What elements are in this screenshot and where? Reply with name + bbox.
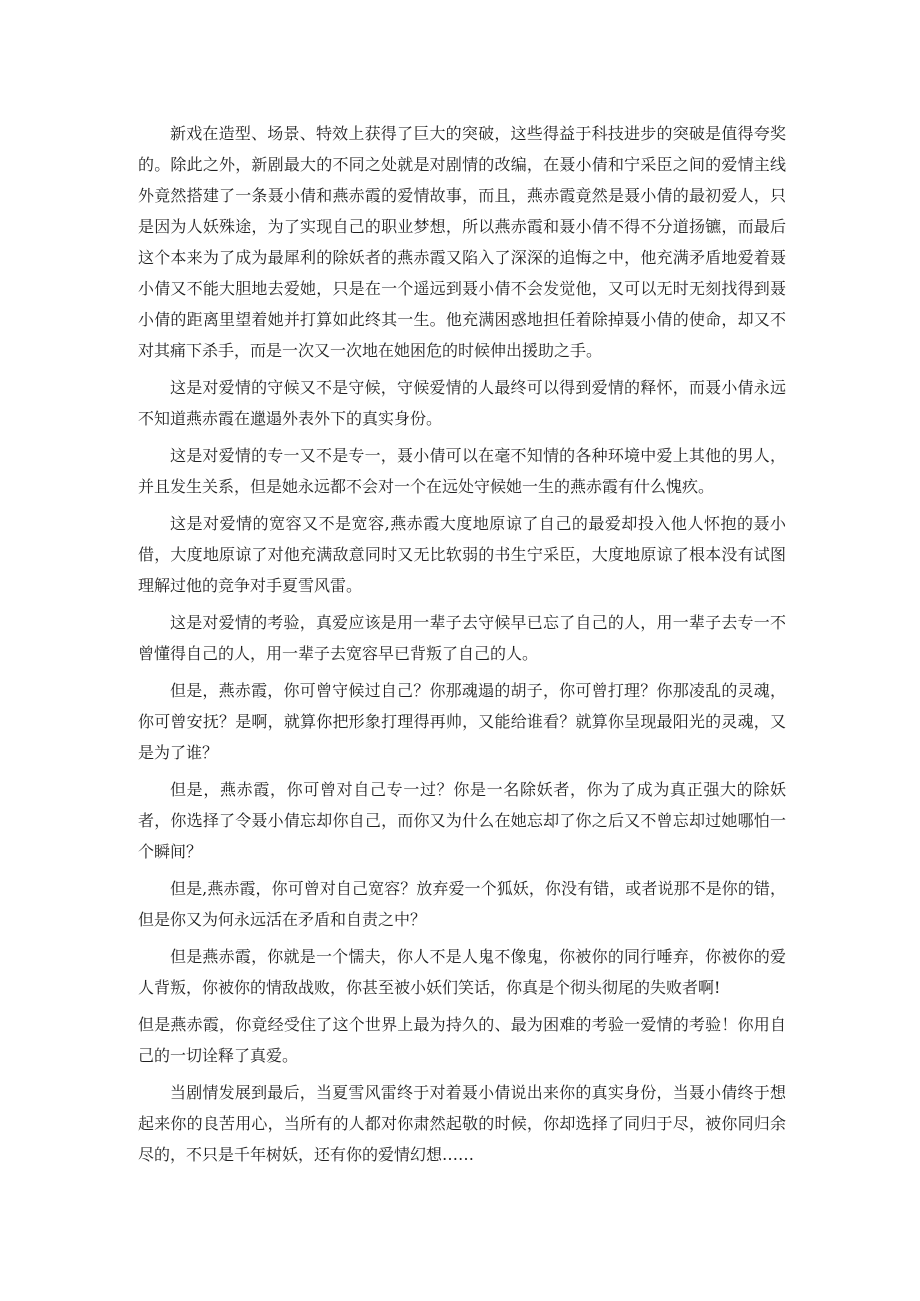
paragraph-8: 但是,燕赤霞，你可曾对自己宽容？放弃爱一个狐妖，你没有错，或者说那不是你的错，但是你又为何永远活在矛盾和自责之中？ (138, 879, 786, 929)
paragraph-7: 但是，燕赤霞，你可曾对自己专一过？你是一名除妖者，你为了成为真正强大的除妖者，你选择了令聂小倩忘却你自己，而你又为什么在她忘却了你之后又不曾忘却过她哪怕一个瞬间？ (138, 780, 786, 861)
paragraph-10: 但是燕赤霞，你竟经受住了这个世界上最为持久的、最为困难的考验一爱情的考验！你用自己的一切诠释了真爱。 (138, 1015, 786, 1065)
paragraph-6: 但是，燕赤霞，你可曾守候过自己？你那魂遢的胡子，你可曾打理？你那凌乱的灵魂，你可曾安抚？是啊，就算你把形象打理得再帅，又能给谁看？就算你呈现最阳光的灵魂，又是为了谁？ (138, 681, 786, 762)
paragraph-1: 新戏在造型、场景、特效上获得了巨大的突破，这些得益于科技进步的突破是值得夸奖的。除此之外，新剧最大的不同之处就是对剧情的改编，在聂小倩和宁采臣之间的爱情主线外竟然搭建了一条聂小倩和燕赤霞的爱情故事，而且，燕赤霞竟然是聂小倩的最初爱人，只是因为人妖殊途，为了实现自己的职业梦想，所以燕赤霞和聂小倩不得不分道扬镳，而最后这个本来为了成为最犀利的除妖者的燕赤霞又陷入了深深的追悔之中，他充满矛盾地爱着聂小倩又不能大胆地去爱她，只是在一个遥远到聂小倩不会发觉他，又可以无时无刻找得到聂小倩的距离里望着她并打算如此终其一生。他充满困惑地担任着除掉聂小倩的使命，却又不对其痛下杀手，而是一次又一次地在她困危的时候伸出援助之手。 (138, 124, 786, 360)
paragraph-4: 这是对爱情的宽容又不是宽容,燕赤霞大度地原谅了自己的最爱却投入他人怀抱的聂小借，大度地原谅了对他充满敌意同时又无比软弱的书生宁采臣，大度地原谅了根本没有试图理解过他的竞争对手夏雪风雷。 (138, 514, 786, 595)
paragraph-3: 这是对爱情的专一又不是专一，聂小倩可以在毫不知情的各种环境中爱上其他的男人，并且发生关系，但是她永远都不会对一个在远处守候她一生的燕赤霞有什么愧疚。 (138, 446, 786, 496)
paragraph-11: 当剧情发展到最后，当夏雪风雷终于对着聂小倩说出来你的真实身份，当聂小倩终于想起来你的良苦用心，当所有的人都对你肃然起敬的时候，你却选择了同归于尽，被你同归余尽的，不只是千年树妖，还有你的爱情幻想…… (138, 1083, 786, 1164)
paragraph-9: 但是燕赤霞，你就是一个懦夫，你人不是人鬼不像鬼，你被你的同行唾弃，你被你的爱人背叛，你被你的情敌战败，你甚至被小妖们笑话，你真是个彻头彻尾的失败者啊! (138, 947, 786, 997)
document-body (138, 118, 786, 1176)
paragraph-5: 这是对爱情的考验，真爱应该是用一辈子去守候早已忘了自己的人，用一辈子去专一不曾懂得自己的人，用一辈子去宽容早已背叛了自己的人。 (138, 613, 786, 663)
paragraph-2: 这是对爱情的守候又不是守候，守候爱情的人最终可以得到爱情的释怀，而聂小倩永远不知道燕赤霞在邋遢外表外下的真实身份。 (138, 378, 786, 428)
